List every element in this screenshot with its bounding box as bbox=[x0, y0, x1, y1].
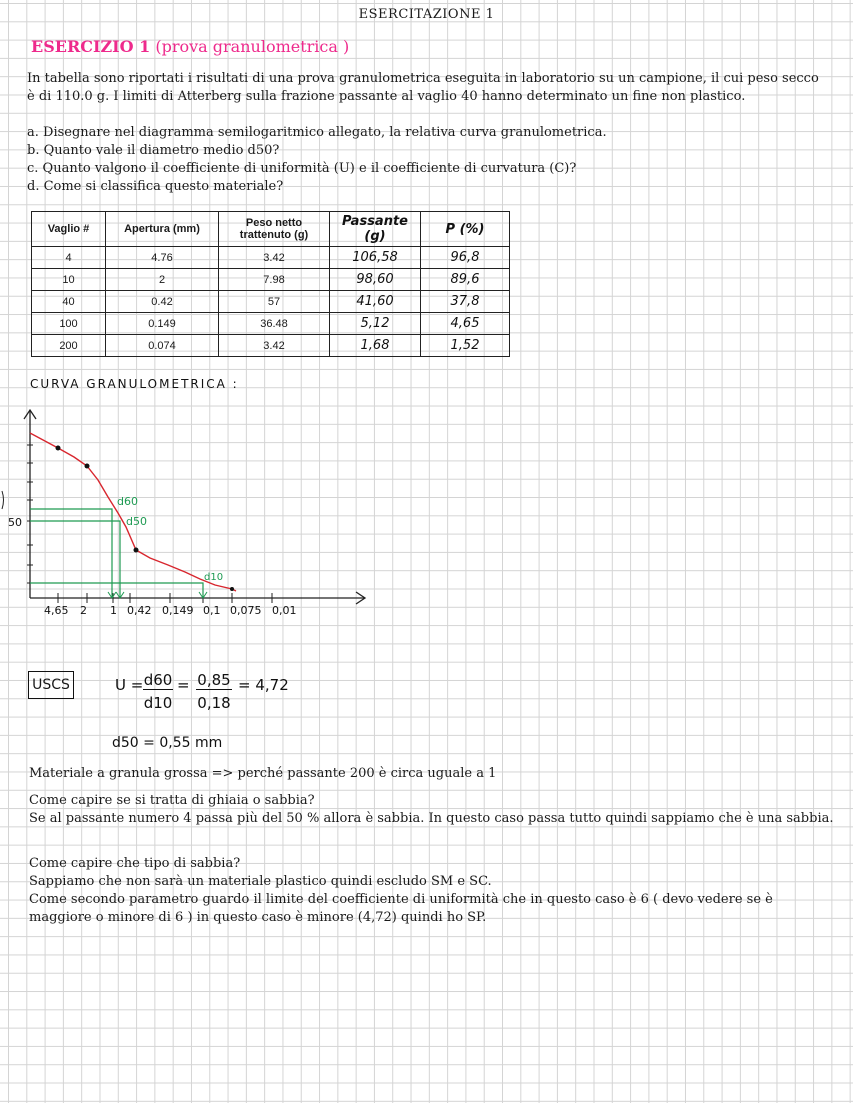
table-row bbox=[32, 335, 510, 357]
x-tick-label: 0,149 bbox=[162, 604, 194, 617]
data-point bbox=[56, 446, 61, 451]
x-tick-label: 2 bbox=[80, 604, 87, 617]
table-row bbox=[32, 291, 510, 313]
exercise-title bbox=[31, 37, 349, 56]
table-cell: 0.42 bbox=[106, 291, 219, 313]
fraction-denominator: d10 bbox=[143, 694, 173, 712]
fraction-numerator: 0,85 bbox=[197, 671, 231, 689]
table-cell: 37,8 bbox=[421, 291, 510, 313]
d10-guide-line bbox=[30, 583, 203, 598]
intro-paragraph: In tabella sono riportati i risultati di una prova granulometrica eseguita in laboratorio su un campione, il cui peso secco è di 110.0 g. I limiti di Atterberg sulla frazione passante al vaglio 40 hanno determinato un fine non plastico. bbox=[27, 71, 819, 104]
d60-guide-line bbox=[30, 509, 112, 598]
d10-label: d10 bbox=[204, 572, 224, 583]
page-header: ESERCITAZIONE 1 bbox=[358, 7, 495, 22]
conclusion-paragraph: Materiale a granula grossa => perché passante 200 è circa uguale a 1 bbox=[29, 766, 497, 781]
table-cell: 4,65 bbox=[421, 313, 510, 335]
table-cell: 4 bbox=[32, 247, 106, 269]
table-cell: 7.98 bbox=[219, 269, 330, 291]
fraction-numerator: d60 bbox=[143, 671, 173, 689]
answer-paragraph: Come secondo parametro guardo il limite del coefficiente di uniformità che in questo caso è 6 ( devo vedere se è maggiore o minore di 6 ) in questo caso è minore (4,72) quindi ho SP. bbox=[29, 892, 773, 925]
table-cell: 100 bbox=[32, 313, 106, 335]
uscs-box: USCS bbox=[28, 671, 74, 699]
granulometric-curve bbox=[0, 405, 380, 630]
y-axis-mark bbox=[2, 491, 4, 509]
exercise-number: ESERCIZIO 1 bbox=[31, 37, 151, 56]
answer-paragraph: Sappiamo che non sarà un materiale plastico quindi escludo SM e SC. bbox=[29, 874, 492, 889]
table-cell: 10 bbox=[32, 269, 106, 291]
table-cell: 41,60 bbox=[330, 291, 421, 313]
data-point bbox=[134, 548, 139, 553]
table-cell: 96,8 bbox=[421, 247, 510, 269]
table-cell: 89,6 bbox=[421, 269, 510, 291]
d60-label: d60 bbox=[117, 495, 138, 508]
table-cell: 1,52 bbox=[421, 335, 510, 357]
table-cell: 40 bbox=[32, 291, 106, 313]
x-tick-label: 0,1 bbox=[203, 604, 221, 617]
u-result: = 4,72 bbox=[238, 676, 289, 694]
table-cell: 1,68 bbox=[330, 335, 421, 357]
question-a: a. Disegnare nel diagramma semilogaritmico allegato, la relativa curva granulometrica. bbox=[27, 125, 607, 140]
table-row bbox=[32, 313, 510, 335]
d50-value: d50 = 0,55 mm bbox=[112, 735, 223, 751]
curve-label: CURVA GRANULOMETRICA : bbox=[30, 377, 239, 391]
table-cell: 200 bbox=[32, 335, 106, 357]
col-header-vaglio: Vaglio # bbox=[32, 212, 106, 247]
question-c: c. Quanto valgono il coefficiente di uniformità (U) e il coefficiente di curvatura (C)? bbox=[27, 161, 577, 176]
question-heading: Come capire se si tratta di ghiaia o sabbia? bbox=[29, 793, 315, 808]
data-point bbox=[85, 464, 90, 469]
table-cell: 57 bbox=[219, 291, 330, 313]
table-row bbox=[32, 269, 510, 291]
table-cell: 3.42 bbox=[219, 247, 330, 269]
col-header-trattenuto: Peso netto trattenuto (g) bbox=[219, 212, 330, 247]
table-cell: 4.76 bbox=[106, 247, 219, 269]
question-heading: Come capire che tipo di sabbia? bbox=[29, 856, 241, 871]
y-tick-label: 50 bbox=[8, 516, 22, 529]
table-cell: 106,58 bbox=[330, 247, 421, 269]
col-header-apertura: Apertura (mm) bbox=[106, 212, 219, 247]
answer-paragraph: Se al passante numero 4 passa più del 50 % allora è sabbia. In questo caso passa tutto quindi sappiamo che è una sabbia. bbox=[29, 811, 834, 826]
table-cell: 2 bbox=[106, 269, 219, 291]
col-header-passante: Passante (g) bbox=[330, 212, 421, 247]
fraction-denominator: 0,18 bbox=[197, 694, 231, 712]
d50-guide-line bbox=[30, 521, 120, 598]
equals-sign: = bbox=[177, 676, 190, 694]
x-tick-label: 0,42 bbox=[127, 604, 152, 617]
col-header-percent: P (%) bbox=[421, 212, 510, 247]
table-cell: 36.48 bbox=[219, 313, 330, 335]
table-cell: 98,60 bbox=[330, 269, 421, 291]
table-cell: 5,12 bbox=[330, 313, 421, 335]
table-row bbox=[32, 247, 510, 269]
x-tick-label: 0,075 bbox=[230, 604, 262, 617]
table-header-row bbox=[32, 212, 510, 247]
table-cell: 0.074 bbox=[106, 335, 219, 357]
table-cell: 0.149 bbox=[106, 313, 219, 335]
exercise-subtitle: (prova granulometrica ) bbox=[155, 37, 350, 56]
grain-size-table bbox=[31, 211, 510, 357]
question-b: b. Quanto vale il diametro medio d50? bbox=[27, 143, 280, 158]
u-label: U = bbox=[115, 676, 144, 694]
d50-label: d50 bbox=[126, 515, 147, 528]
grain-size-curve bbox=[30, 433, 236, 591]
table-cell: 3.42 bbox=[219, 335, 330, 357]
x-tick-label: 1 bbox=[110, 604, 117, 617]
x-tick-label: 4,65 bbox=[44, 604, 69, 617]
data-point bbox=[230, 587, 234, 591]
question-d: d. Come si classifica questo materiale? bbox=[27, 179, 284, 194]
x-tick-label: 0,01 bbox=[272, 604, 297, 617]
